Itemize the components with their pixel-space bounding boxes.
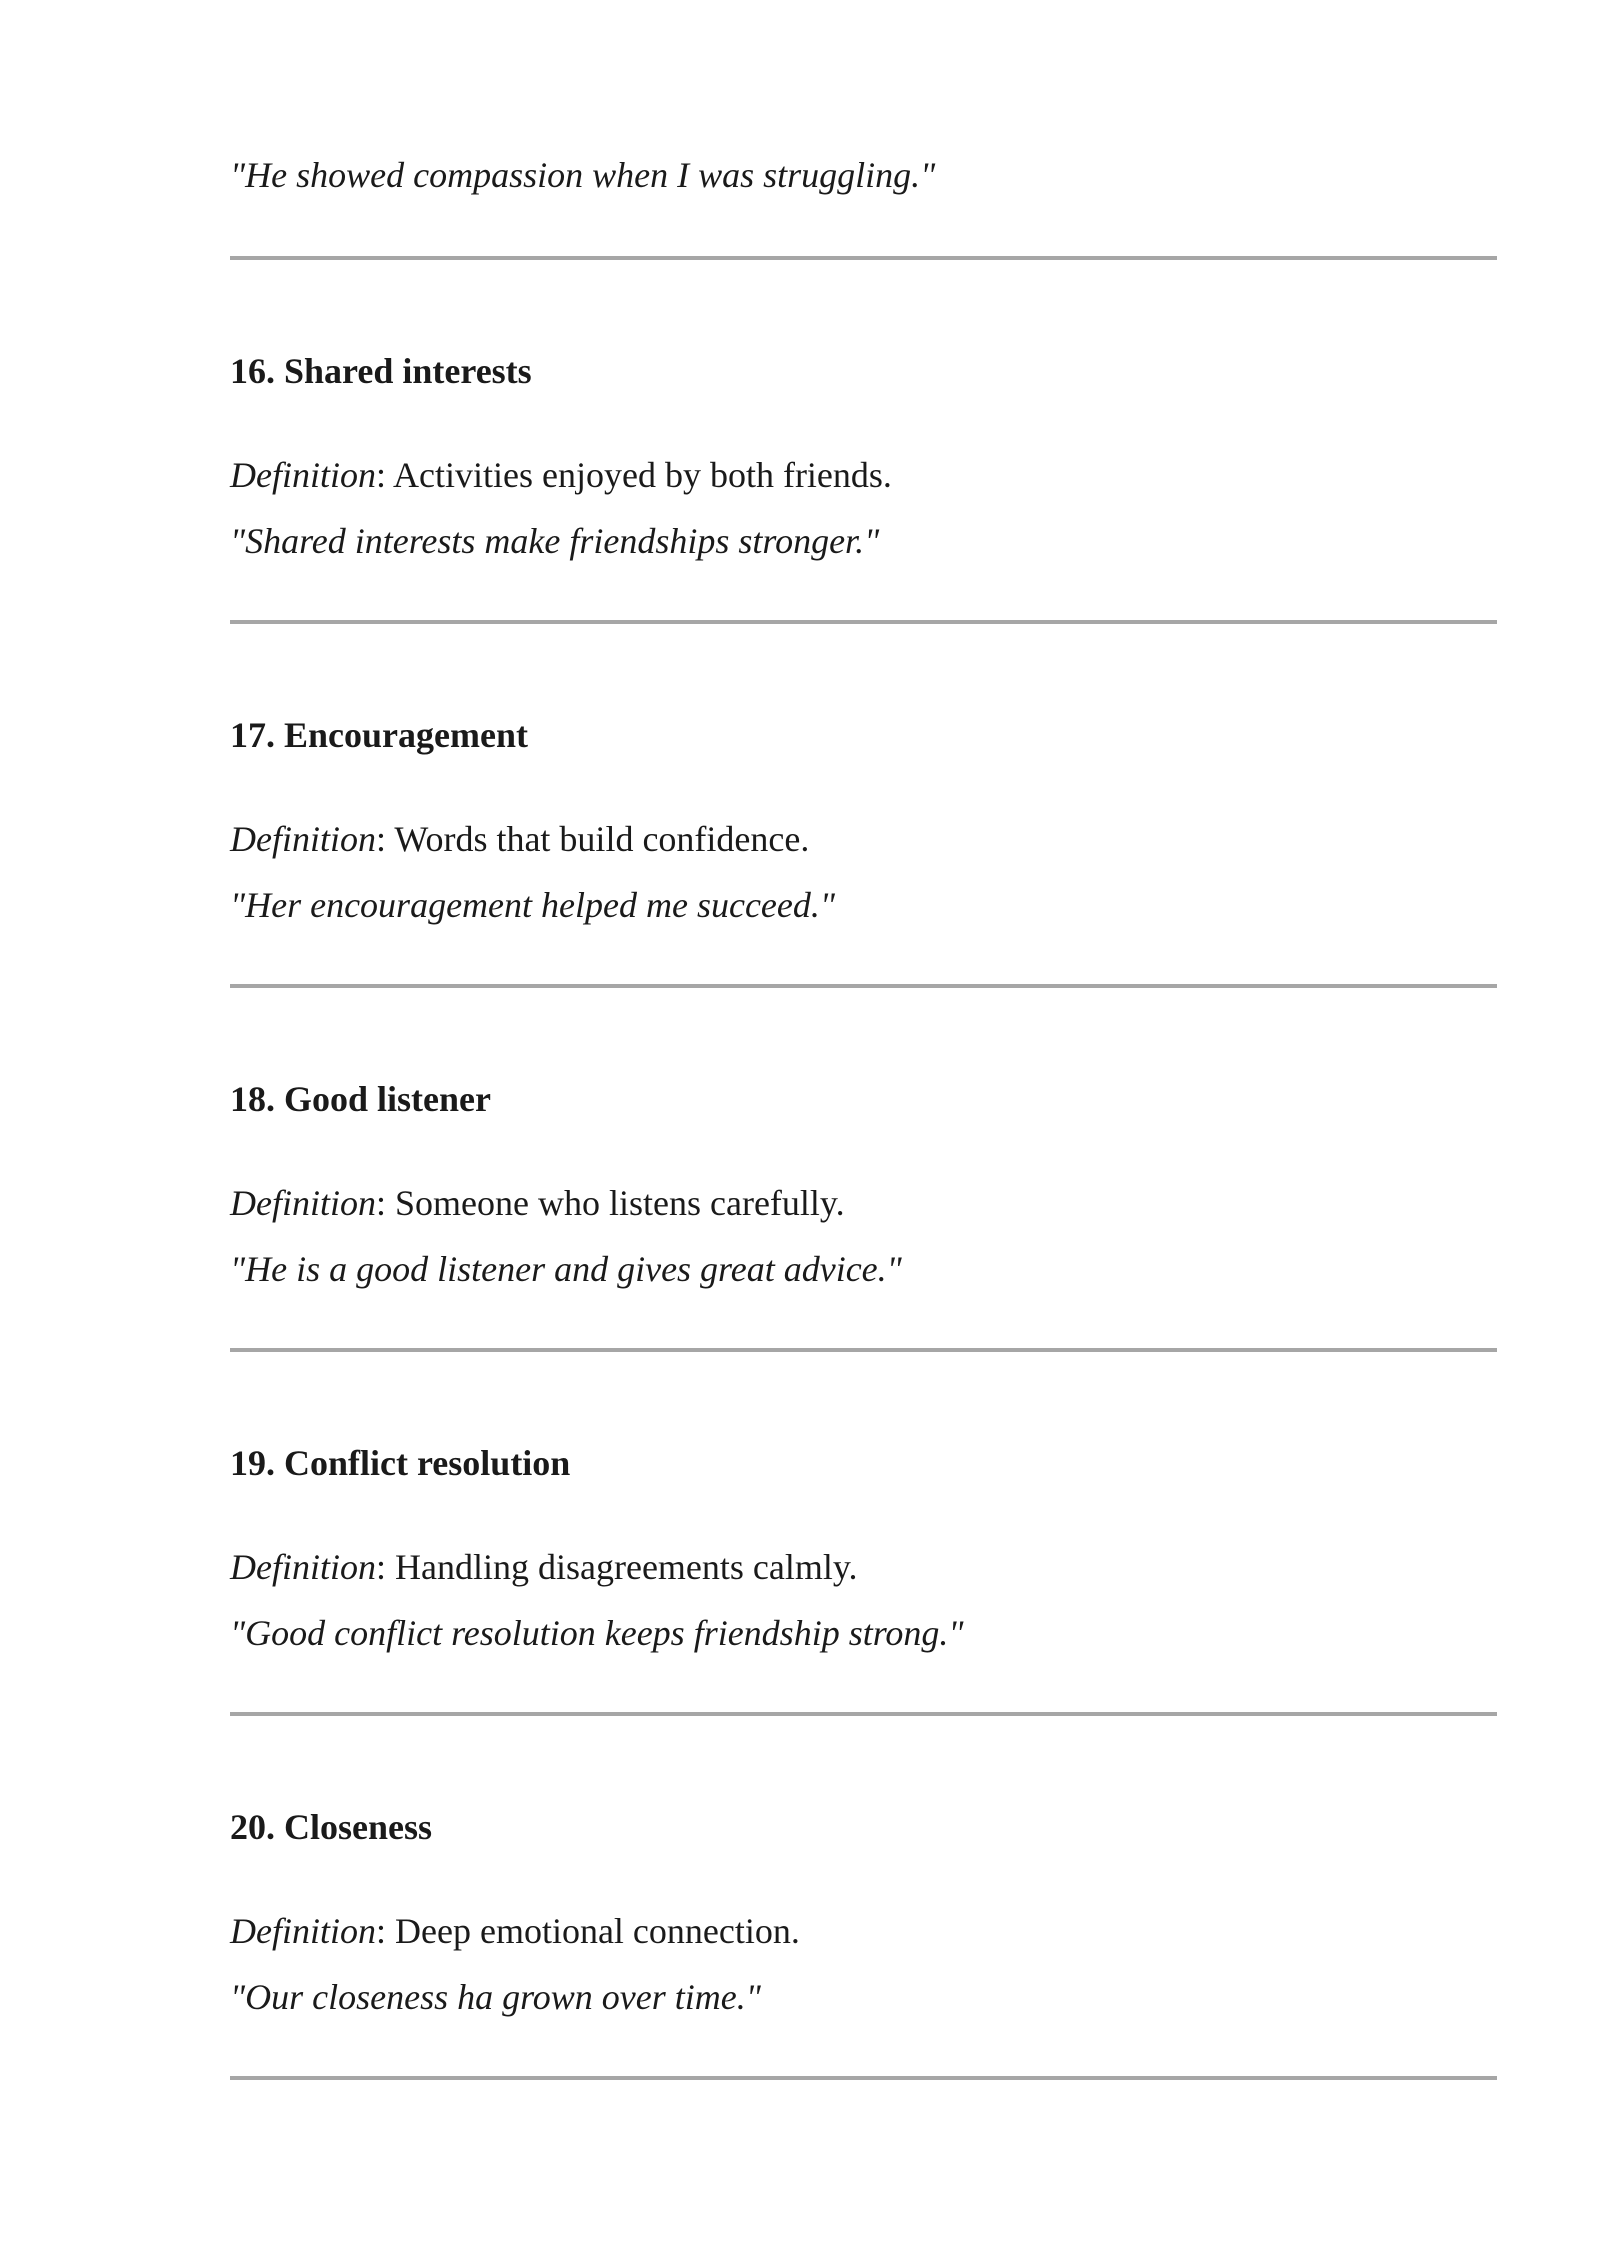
definition-separator: : [376, 1183, 396, 1223]
section-divider [230, 256, 1497, 260]
definition-label: Definition [230, 1911, 376, 1951]
entry-heading: 16. Shared interests [230, 351, 532, 391]
definition-separator: : [376, 1547, 396, 1587]
entry-heading: 20. Closeness [230, 1807, 433, 1847]
entry-example: "Our closeness ha grown over time." [230, 1977, 761, 2017]
definition-text: Activities enjoyed by both friends. [393, 455, 892, 495]
definition-separator: : [376, 455, 394, 495]
entry-example: "Shared interests make friendships stronger." [230, 521, 880, 561]
vocab-entry-16 [230, 346, 1497, 566]
intro-example-sentence: "He showed compassion when I was struggling." [230, 155, 936, 195]
definition-separator: : [376, 1911, 396, 1951]
definition-label: Definition [230, 1547, 376, 1587]
definition-separator: : [376, 819, 395, 859]
definition-label: Definition [230, 455, 376, 495]
definition-label: Definition [230, 819, 376, 859]
section-divider [230, 2076, 1497, 2080]
section-divider [230, 984, 1497, 988]
section-divider [230, 1712, 1497, 1716]
entry-example: "Good conflict resolution keeps friendship strong." [230, 1613, 964, 1653]
entry-definition [230, 814, 1497, 864]
vocab-entry-18 [230, 1074, 1497, 1294]
section-divider [230, 620, 1497, 624]
definition-text: Handling disagreements calmly. [395, 1547, 858, 1587]
definition-text: Words that build confidence. [394, 819, 810, 859]
vocab-entry-19 [230, 1438, 1497, 1658]
entry-heading: 17. Encouragement [230, 715, 528, 755]
entry-example: "Her encouragement helped me succeed." [230, 885, 836, 925]
definition-text: Deep emotional connection. [395, 1911, 800, 1951]
vocab-entry-17 [230, 710, 1497, 930]
entry-heading: 19. Conflict resolution [230, 1443, 571, 1483]
entry-definition [230, 1542, 1497, 1592]
section-divider [230, 1348, 1497, 1352]
entry-definition [230, 1906, 1497, 1956]
entry-definition [230, 450, 1497, 500]
entry-heading: 18. Good listener [230, 1079, 491, 1119]
definition-label: Definition [230, 1183, 376, 1223]
entry-example: "He is a good listener and gives great advice." [230, 1249, 902, 1289]
entry-definition [230, 1178, 1497, 1228]
definition-text: Someone who listens carefully. [395, 1183, 845, 1223]
vocab-entry-20 [230, 1802, 1497, 2022]
